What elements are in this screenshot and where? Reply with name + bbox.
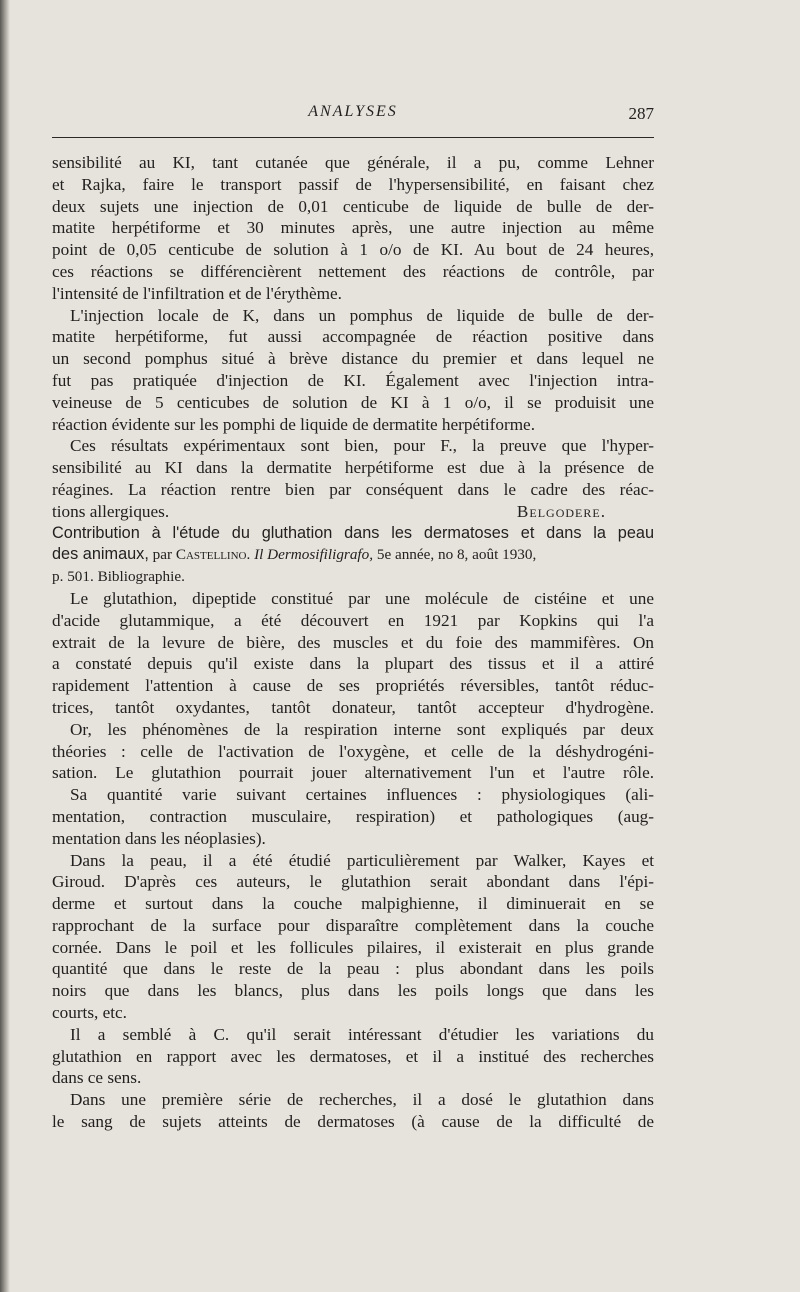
journal-name: Il Dermosifiligrafo, — [254, 546, 374, 564]
text-line: mentation dans les néoplasies). — [52, 828, 266, 848]
text-line: Il a semblé à C. qu'il serait intéressant d'étudier les variations du — [70, 1024, 654, 1044]
text-line: Or, les phénomènes de la respiration interne sont expliqués par deux — [70, 719, 654, 739]
text-line: veineuse de 5 centicubes de solution de KI à 1 o/o, il se produisit une — [52, 392, 654, 412]
page-edge-shadow — [0, 0, 10, 1292]
text-line: trices, tantôt oxydantes, tantôt donateur, tantôt accepteur d'hydrogène. — [52, 697, 654, 717]
text-line: tions allergiques. — [52, 501, 170, 521]
reviewer-signature: Belgodere. — [516, 501, 606, 521]
text-line: ces réactions se différencièrent nettement des réactions de contrôle, par — [52, 261, 654, 281]
article-source — [52, 544, 654, 566]
text-line: glutathion en rapport avec les dermatoses, et il a institué des recherches — [52, 1046, 654, 1066]
text-line: d'acide glutammique, a été découvert en 1921 par Kopkins qui l'a — [52, 610, 654, 630]
text-line: cornée. Dans le poil et les follicules pilaires, il existerait en plus grande — [52, 937, 654, 957]
text-line: réagines. La réaction rentre bien par conséquent dans le cadre des réac- — [52, 479, 654, 499]
text-line: sensibilité au KI dans la dermatite herpétiforme est due à la présence de — [52, 458, 654, 478]
text-line: Dans une première série de recherches, il a dosé le glutathion dans — [70, 1090, 654, 1110]
text-line: rapidement l'attention à cause de ses propriétés réversibles, tantôt réduc- — [52, 676, 654, 696]
text-line: Sa quantité varie suivant certaines influences : physiologiques (ali- — [70, 785, 654, 805]
running-title: ANALYSES — [308, 103, 398, 120]
text-line: le sang de sujets atteints de dermatoses (à cause de la difficulté de — [52, 1112, 654, 1132]
text-line: réaction évidente sur les pomphi de liquide de dermatite herpétiforme. — [52, 414, 535, 434]
text-line: Le glutathion, dipeptide constitué par une molécule de cistéine et une — [70, 588, 654, 608]
journal-issue: 5e année, no 8, août 1930, — [376, 546, 537, 564]
text-line: matite herpétiforme et 30 minutes après, une autre injection au même — [52, 218, 654, 238]
text-line: fut pas pratiquée d'injection de KI. Également avec l'injection intra- — [52, 370, 654, 390]
text-line: L'injection locale de K, dans un pomphus de liquide de bulle de der- — [70, 305, 654, 325]
article-title-end: des animaux, — [52, 545, 149, 564]
text-line: rapprochant de la surface pour disparaître complètement dans la couche — [52, 915, 654, 935]
text-line: mentation, contraction musculaire, respiration) et pathologiques (aug- — [52, 806, 654, 826]
text-line: Giroud. D'après ces auteurs, le glutathion serait abondant dans l'épi- — [52, 872, 654, 892]
text-line: un second pomphus situé à brève distance du premier et dans lequel ne — [52, 349, 654, 369]
text-line: dans ce sens. — [52, 1068, 142, 1088]
text-line: théories : celle de l'activation de l'oxygène, et celle de la déshydrogéni- — [52, 741, 654, 761]
text-line: matite herpétiforme, fut aussi accompagnée de réaction positive dans — [52, 327, 654, 347]
text-line: Ces résultats expérimentaux sont bien, pour F., la preuve que l'hyper- — [70, 436, 654, 456]
text-line: et Rajka, faire le transport passif de l'hypersensibilité, en faisant chez — [52, 174, 654, 194]
text-column — [52, 152, 654, 1133]
running-head — [52, 103, 654, 127]
text-line: sation. Le glutathion pourrait jouer alternativement l'un et l'autre rôle. — [52, 763, 654, 783]
text-line: derme et surtout dans la couche malpighienne, il diminuerait en se — [52, 894, 654, 914]
text-line: noirs que dans les blancs, plus dans les poils longs que dans les — [52, 981, 654, 1001]
source-par: par — [152, 546, 173, 564]
article-author: Castellino. — [175, 546, 251, 564]
text-line: sensibilité au KI, tant cutanée que générale, il a pu, comme Lehner — [52, 153, 654, 172]
text-line: l'intensité de l'infiltration et de l'érythème. — [52, 283, 342, 303]
text-line: quantité que dans le reste de la peau : plus abondant dans les poils — [52, 959, 654, 979]
text-line: courts, etc. — [52, 1003, 127, 1023]
page-number: 287 — [628, 104, 654, 123]
text-line: Dans la peau, il a été étudié particulièrement par Walker, Kayes et — [70, 850, 654, 870]
text-line: a constaté depuis qu'il existe dans la plupart des tissus et il a attiré — [52, 654, 654, 674]
text-line: extrait de la levure de bière, des muscles et du foie des mammifères. On — [52, 632, 654, 652]
header-rule — [52, 137, 654, 138]
closing-line — [52, 501, 654, 523]
article-pages: p. 501. Bibliographie. — [52, 568, 185, 586]
article-title: Contribution à l'étude du gluthation dans les dermatoses et dans la peau — [52, 523, 654, 542]
text-line: deux sujets une injection de 0,01 centicube de liquide de bulle de der- — [52, 196, 654, 216]
text-line: point de 0,05 centicube de solution à 1 o/o de KI. Au bout de 24 heures, — [52, 240, 654, 260]
